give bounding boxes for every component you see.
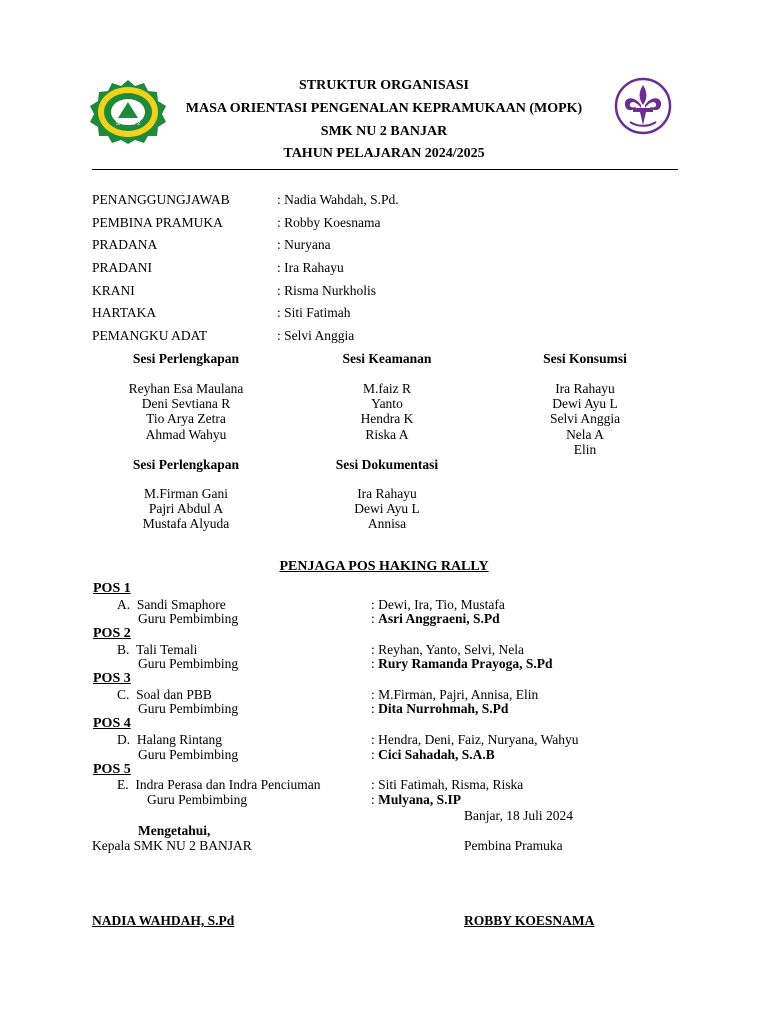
- guru-label: Guru Pembimbing: [147, 792, 248, 807]
- guru-label: Guru Pembimbing: [138, 656, 239, 671]
- officer-role: PEMANGKU ADAT: [92, 328, 208, 343]
- title-line-4: TAHUN PELAJARAN 2024/2025: [283, 146, 485, 161]
- pos-activity-label: Soal dan PBB: [136, 687, 212, 702]
- guru-colon: :: [371, 611, 379, 626]
- guru-name: Rury Ramanda Prayoga, S.Pd: [378, 656, 553, 671]
- pos-marker: D.: [117, 732, 131, 747]
- pos-activity: [117, 732, 222, 748]
- officer-name: : Ira Rahayu: [277, 260, 344, 275]
- officer-name: : Nuryana: [277, 237, 331, 252]
- pos-heading: POS 4: [93, 716, 131, 731]
- pos-members: : Hendra, Deni, Faiz, Nuryana, Wahyu: [371, 732, 579, 747]
- member: Ira Rahayu: [357, 486, 417, 501]
- title-line-2: MASA ORIENTASI PENGENALAN KEPRAMUKAAN (MOPK): [185, 101, 583, 116]
- rally-title: PENJAGA POS HAKING RALLY: [279, 559, 489, 574]
- officer-role: PENANGGUNGJAWAB: [92, 192, 230, 207]
- section-members: [96, 486, 276, 532]
- pos-members: : Dewi, Ira, Tio, Mustafa: [371, 597, 505, 612]
- section-title: Sesi Dokumentasi: [335, 457, 439, 472]
- officer-role: KRANI: [92, 283, 135, 298]
- officer-role: PRADANA: [92, 237, 158, 252]
- title-line-3: SMK NU 2 BANJAR: [320, 124, 448, 139]
- member: M.Firman Gani: [144, 486, 228, 501]
- left-signatory-title: Kepala SMK NU 2 BANJAR: [92, 838, 252, 853]
- member: Pajri Abdul A: [148, 501, 224, 517]
- pos-activity-label: Sandi Smaphore: [136, 597, 226, 612]
- title-line-1: STRUKTUR ORGANISASI: [299, 78, 469, 93]
- left-signatory-name: NADIA WAHDAH, S.Pd: [92, 913, 235, 928]
- header-divider: [92, 169, 678, 170]
- guru-name: Asri Anggraeni, S.Pd: [378, 611, 500, 626]
- pos-members: : M.Firman, Pajri, Annisa, Elin: [371, 687, 539, 702]
- right-signatory-name: ROBBY KOESNAMA: [464, 913, 595, 928]
- member: Mustafa Alyuda: [142, 516, 230, 532]
- member: M.faiz R: [363, 381, 411, 396]
- guru-value: [371, 747, 495, 763]
- pos-members: : Siti Fatimah, Risma, Riska: [371, 777, 524, 792]
- guru-value: [371, 701, 508, 717]
- member: Hendra K: [360, 411, 414, 427]
- guru-value: [371, 792, 461, 808]
- guru-name: Dita Nurrohmah, S.Pd: [378, 701, 509, 716]
- pos-marker: E.: [117, 777, 129, 792]
- section-title: Sesi Perlengkapan: [132, 457, 240, 472]
- section-members: [297, 381, 477, 442]
- guru-colon: :: [371, 701, 379, 716]
- officer-role: HARTAKA: [92, 305, 157, 320]
- guru-colon: :: [371, 792, 379, 807]
- officer-role: PRADANI: [92, 260, 153, 275]
- section-title: Sesi Keamanan: [342, 351, 432, 366]
- member: Ahmad Wahyu: [145, 426, 227, 442]
- logo-text: SMK NU 2: [115, 121, 141, 127]
- member: Deni Sevtiana R: [141, 396, 231, 412]
- member: Ira Rahayu: [555, 381, 615, 396]
- pos-activity-label: Tali Temali: [136, 642, 198, 657]
- member: Reyhan Esa Maulana: [128, 381, 244, 396]
- pos-marker: A.: [117, 597, 131, 612]
- pos-marker: C.: [117, 687, 130, 702]
- guru-name: Mulyana, S.IP: [378, 792, 462, 807]
- known-label: Mengetahui,: [138, 823, 211, 838]
- pos-heading: POS 5: [93, 762, 131, 777]
- section-members: [297, 486, 477, 532]
- officer-name: : Risma Nurkholis: [277, 283, 377, 298]
- section-members: [495, 381, 675, 457]
- member: Dewi Ayu L: [354, 501, 420, 517]
- place-date: Banjar, 18 Juli 2024: [464, 808, 573, 823]
- member: Selvi Anggia: [549, 411, 621, 427]
- guru-colon: :: [371, 747, 379, 762]
- officer-role: PEMBINA PRAMUKA: [92, 215, 223, 230]
- guru-colon: :: [371, 656, 379, 671]
- officer-name: : Selvi Anggia: [277, 328, 355, 343]
- member: Yanto: [371, 396, 403, 412]
- officer-name: : Siti Fatimah: [277, 305, 351, 320]
- guru-value: [371, 611, 500, 627]
- pos-heading: POS 2: [93, 626, 131, 641]
- officer-name: : Nadia Wahdah, S.Pd.: [277, 192, 399, 207]
- member: Riska A: [365, 426, 409, 442]
- section-title: Sesi Konsumsi: [543, 351, 627, 366]
- member: Nela A: [566, 426, 604, 442]
- guru-label: Guru Pembimbing: [138, 611, 239, 626]
- guru-label: Guru Pembimbing: [138, 747, 239, 762]
- pos-heading: POS 3: [93, 671, 131, 686]
- pos-marker: B.: [117, 642, 130, 657]
- member: Annisa: [367, 516, 407, 532]
- member: Dewi Ayu L: [552, 396, 618, 412]
- guru-value: [371, 656, 553, 672]
- guru-name: Cici Sahadah, S.A.B: [378, 747, 495, 762]
- pos-members: : Reyhan, Yanto, Selvi, Nela: [371, 642, 524, 657]
- member: Tio Arya Zetra: [146, 411, 226, 427]
- pos-activity: [117, 777, 321, 793]
- pos-activity-label: Halang Rintang: [136, 732, 222, 747]
- guru-label: Guru Pembimbing: [138, 701, 239, 716]
- section-title: Sesi Perlengkapan: [132, 351, 240, 366]
- member: Elin: [573, 441, 597, 457]
- pos-heading: POS 1: [93, 581, 131, 596]
- right-signatory-title: Pembina Pramuka: [464, 838, 563, 853]
- officer-name: : Robby Koesnama: [277, 215, 381, 230]
- section-members: [96, 381, 276, 442]
- pos-activity-label: Indra Perasa dan Indra Penciuman: [135, 777, 321, 792]
